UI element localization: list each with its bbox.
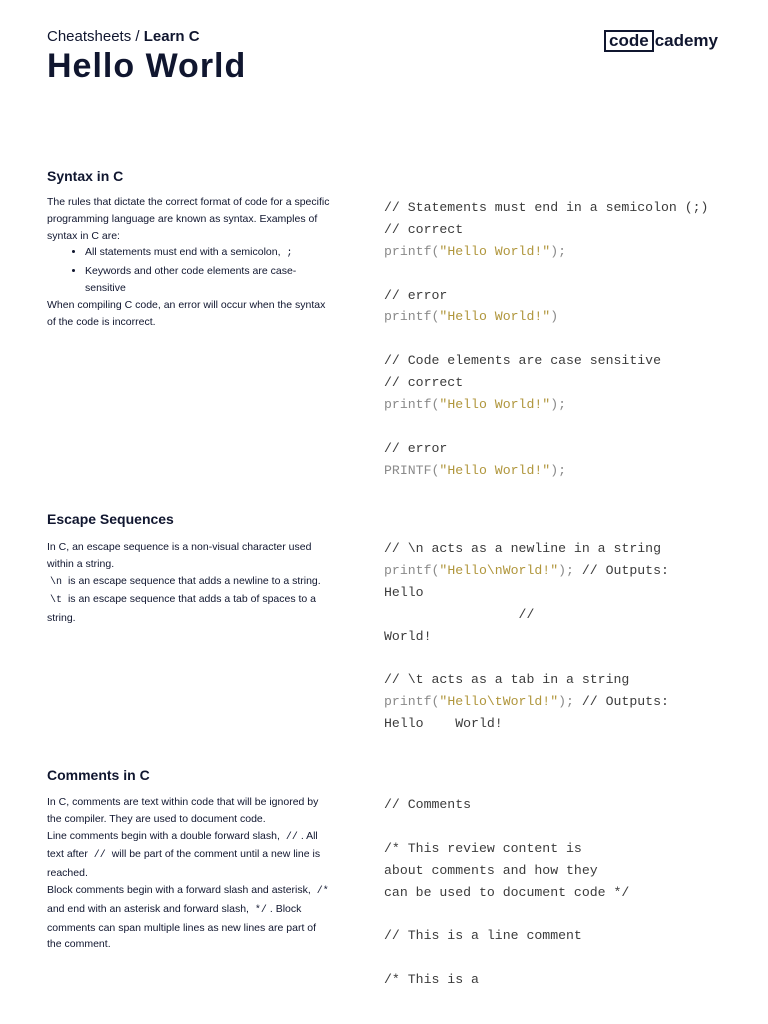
code-string: "Hello\tWorld!" (439, 694, 559, 710)
code-text: Hello World! (384, 716, 503, 732)
code-line (384, 416, 708, 438)
code-text: // error (384, 440, 448, 456)
list-item-text: Keywords and other code elements are case-sensitive (85, 265, 297, 294)
desc-text: and end with an asterisk and forward slash, (47, 902, 249, 915)
code-line (384, 838, 629, 860)
section-title: Escape Sequences (47, 511, 174, 527)
code-text: // Outputs: (573, 562, 669, 578)
code-line (384, 647, 669, 669)
code-text: // (384, 606, 535, 622)
section-title: Comments in C (47, 767, 150, 783)
code-line (384, 947, 629, 969)
code-block (384, 794, 629, 991)
code-line (384, 816, 629, 838)
code-text: // correct (384, 221, 464, 237)
code-line (384, 691, 669, 713)
code-line (384, 560, 669, 582)
code-function: ); (550, 462, 567, 478)
desc-paragraph: When compiling C code, an error will occur when the syntax of the code is incorrect. (47, 298, 326, 328)
code-string: "Hello World!" (439, 462, 551, 478)
desc-text: is an escape sequence that adds a newline to a string. (67, 574, 321, 587)
desc-text: Line comments begin with a double forward slash, (47, 829, 280, 842)
code-block (384, 538, 669, 735)
code-block (384, 197, 708, 482)
codecademy-logo[interactable] (604, 30, 718, 52)
logo-box-text: code (604, 30, 654, 52)
section-title: Syntax in C (47, 168, 124, 184)
code-function: ); (558, 562, 574, 578)
list-item-text: All statements must end with a semicolon, (85, 246, 281, 259)
inline-code: \t (50, 595, 63, 607)
code-text: World! (384, 628, 432, 644)
code-function: printf( (384, 397, 440, 413)
code-string: "Hello World!" (439, 243, 551, 259)
breadcrumb-separator: / (131, 28, 144, 45)
section-description (47, 794, 332, 953)
code-text: // Code elements are case sensitive (384, 353, 661, 369)
desc-paragraph: Examples of syntax in C are: (47, 212, 318, 242)
code-text: // correct (384, 375, 464, 391)
list-item (85, 263, 332, 297)
section-description (47, 194, 332, 330)
code-line (384, 604, 669, 626)
code-function: ); (550, 397, 567, 413)
desc-text: Block comments begin with a forward slash and asterisk, (47, 883, 311, 896)
code-line (384, 306, 708, 328)
code-function: printf( (384, 243, 440, 259)
code-text: can be used to document code */ (384, 884, 630, 900)
desc-text: . All text after (47, 829, 318, 861)
code-text: about comments and how they (384, 862, 598, 878)
code-function: ); (558, 694, 574, 710)
code-text: // Statements must end in a semicolon (;) (384, 200, 709, 215)
code-function: ) (550, 309, 559, 325)
desc-paragraph: In C, comments are text within code that will be ignored by the compiler. They are used to document code. (47, 796, 319, 825)
desc-paragraph: The rules that dictate the correct format of code for a specific programming language are known as syntax. (47, 196, 330, 225)
inline-code: */ (254, 904, 267, 916)
code-text: // \t acts as a tab in a string (384, 672, 630, 688)
inline-code: /* (316, 885, 329, 897)
inline-code: \n (50, 576, 63, 588)
page-title: Hello World (47, 47, 247, 85)
inline-code: ; (286, 248, 293, 260)
desc-text: . Block comments can span multiple lines as new lines are part of the comment. (47, 902, 317, 951)
code-text: /* This review content is (384, 840, 582, 856)
code-line (384, 794, 629, 816)
bullet-list (47, 244, 332, 296)
breadcrumb-current: Learn C (143, 28, 200, 45)
code-line (384, 925, 629, 947)
code-function: printf( (384, 694, 440, 710)
logo-rest-text: cademy (654, 31, 719, 50)
section-description (47, 539, 332, 627)
code-line (384, 669, 669, 691)
code-line (384, 882, 629, 904)
desc-text: will be part of the comment until a new line is reached. (47, 848, 321, 880)
code-text: /* This is a (384, 972, 479, 988)
code-line (384, 582, 669, 604)
code-line (384, 394, 708, 416)
code-line (384, 438, 708, 460)
code-line (384, 460, 708, 482)
code-function: printf( (384, 309, 440, 325)
code-line (384, 350, 708, 372)
code-string: "Hello World!" (439, 397, 551, 413)
code-line (384, 626, 669, 648)
code-function: ); (550, 243, 567, 259)
desc-text: is an escape sequence that adds a tab of spaces to a string. (47, 593, 317, 625)
code-line (384, 713, 669, 735)
code-text: // This is a line comment (384, 928, 582, 944)
code-line (384, 197, 708, 219)
code-string: "Hello\nWorld!" (439, 562, 559, 578)
code-line (384, 328, 708, 350)
code-function: PRINTF( (384, 462, 440, 478)
code-line (384, 903, 629, 925)
list-item (85, 244, 332, 263)
code-line (384, 285, 708, 307)
code-text: Hello (384, 584, 424, 600)
code-text: // Comments (384, 797, 472, 812)
code-string: "Hello World!" (439, 309, 551, 325)
inline-code: // (93, 850, 106, 862)
code-function: printf( (384, 562, 440, 578)
code-line (384, 263, 708, 285)
code-line (384, 538, 669, 560)
code-line (384, 969, 629, 991)
code-text: // \n acts as a newline in a string (384, 541, 661, 556)
code-line (384, 219, 708, 241)
code-line (384, 372, 708, 394)
code-text: // error (384, 287, 448, 303)
inline-code: // (285, 831, 298, 843)
code-text: // Outputs: (573, 694, 669, 710)
desc-paragraph: In C, an escape sequence is a non-visual character used within a string. (47, 541, 312, 570)
breadcrumb-root-link[interactable]: Cheatsheets (47, 28, 132, 45)
code-line (384, 241, 708, 263)
code-line (384, 860, 629, 882)
